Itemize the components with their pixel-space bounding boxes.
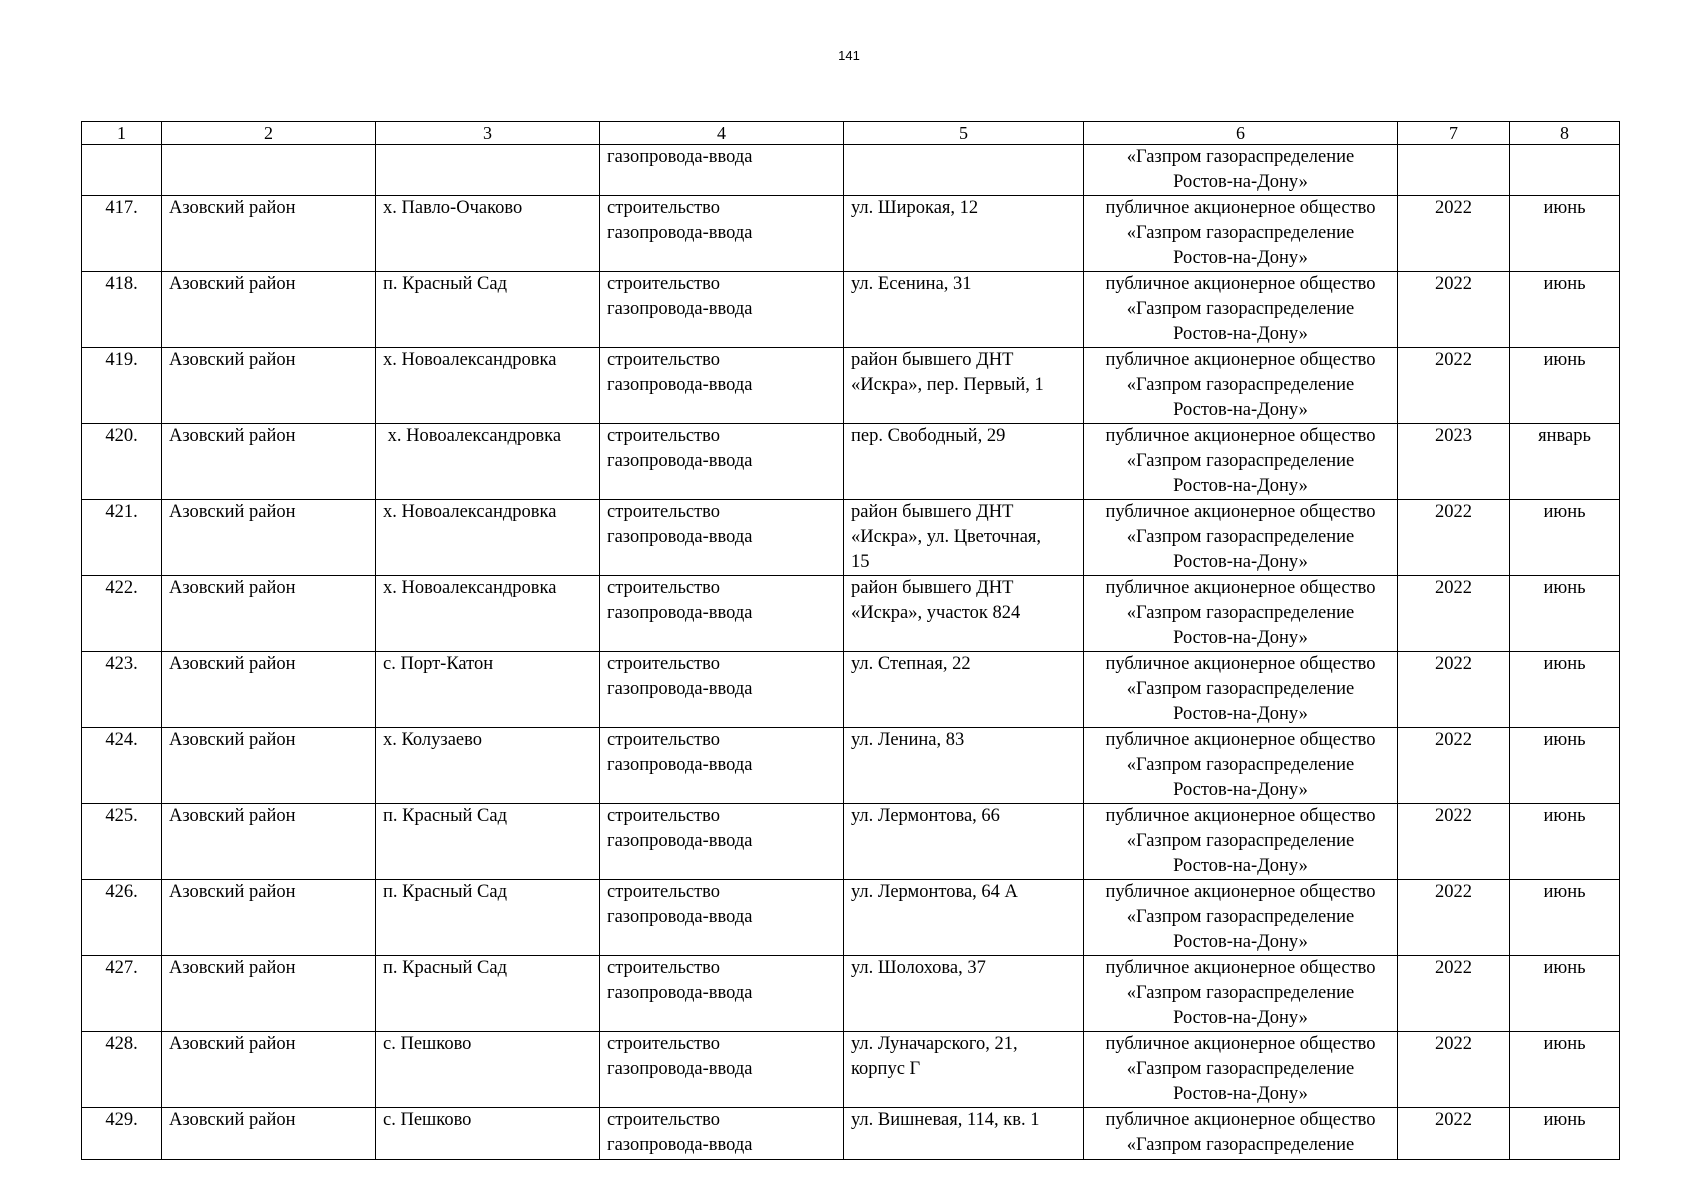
cell-month — [1510, 1108, 1620, 1160]
cell-year — [1398, 880, 1510, 956]
organization-text: публичное акционерное общество «Газпром газораспределение Ростов-на-Дону» — [1105, 350, 1376, 420]
address-text: ул. Лермонтова, 66 — [851, 806, 1000, 826]
cell-year — [1398, 272, 1510, 348]
column-number: 6 — [1084, 122, 1398, 145]
work-text: строительство газопровода-ввода — [607, 958, 753, 1003]
table-row — [82, 956, 1620, 1032]
row-number: 427. — [105, 958, 138, 978]
cell-address — [844, 500, 1084, 576]
cell-number — [82, 728, 162, 804]
cell-month — [1510, 1032, 1620, 1108]
cell-number — [82, 880, 162, 956]
cell-address — [844, 652, 1084, 728]
month-text: июнь — [1543, 274, 1586, 294]
year-text: 2022 — [1435, 654, 1472, 674]
cell-organization — [1084, 728, 1398, 804]
cell-district — [162, 196, 376, 272]
district-text: Азовский район — [169, 730, 296, 750]
work-text: строительство газопровода-ввода — [607, 1034, 753, 1079]
cell-number — [82, 145, 162, 196]
cell-address — [844, 348, 1084, 424]
organization-text: публичное акционерное общество «Газпром газораспределение Ростов-на-Дону» — [1105, 502, 1376, 572]
cell-settlement — [376, 576, 600, 652]
settlement-text: п. Красный Сад — [383, 274, 507, 294]
address-text: ул. Ленина, 83 — [851, 730, 965, 750]
month-text: июнь — [1543, 882, 1586, 902]
column-number-row — [82, 122, 1620, 145]
column-number: 1 — [82, 122, 162, 145]
cell-year — [1398, 424, 1510, 500]
column-number: 8 — [1510, 122, 1620, 145]
cell-work — [600, 196, 844, 272]
cell-organization — [1084, 1108, 1398, 1160]
month-text: январь — [1538, 426, 1591, 446]
cell-address — [844, 880, 1084, 956]
cell-year — [1398, 956, 1510, 1032]
district-text: Азовский район — [169, 806, 296, 826]
cell-settlement — [376, 145, 600, 196]
continuation-row — [82, 145, 1620, 196]
cell-organization — [1084, 145, 1398, 196]
cell-district — [162, 145, 376, 196]
district-text: Азовский район — [169, 502, 296, 522]
cell-district — [162, 1108, 376, 1160]
settlement-text: с. Пешково — [383, 1110, 472, 1130]
organization-text: публичное акционерное общество «Газпром газораспределение Ростов-на-Дону» — [1105, 730, 1376, 800]
cell-district — [162, 652, 376, 728]
table-row — [82, 652, 1620, 728]
cell-district — [162, 424, 376, 500]
cell-work — [600, 804, 844, 880]
row-number: 417. — [105, 198, 138, 218]
district-text: Азовский район — [169, 1034, 296, 1054]
cell-number — [82, 424, 162, 500]
table-row — [82, 728, 1620, 804]
settlement-text: х. Новоалександровка — [383, 426, 562, 446]
district-text: Азовский район — [169, 426, 296, 446]
cell-number — [82, 196, 162, 272]
cell-number — [82, 500, 162, 576]
cell-month — [1510, 804, 1620, 880]
cell-month — [1510, 576, 1620, 652]
cell-year — [1398, 348, 1510, 424]
year-text: 2022 — [1435, 198, 1472, 218]
table-row — [82, 500, 1620, 576]
cell-number — [82, 652, 162, 728]
row-number: 425. — [105, 806, 138, 826]
cell-district — [162, 956, 376, 1032]
cell-settlement — [376, 348, 600, 424]
month-text: июнь — [1543, 958, 1586, 978]
cell-work — [600, 424, 844, 500]
month-text: июнь — [1543, 1110, 1586, 1130]
organization-text: публичное акционерное общество «Газпром газораспределение Ростов-на-Дону» — [1105, 882, 1376, 952]
row-number: 419. — [105, 350, 138, 370]
settlement-text: п. Красный Сад — [383, 806, 507, 826]
month-text: июнь — [1543, 654, 1586, 674]
work-text: строительство газопровода-ввода — [607, 426, 753, 471]
year-text: 2022 — [1435, 958, 1472, 978]
cell-settlement — [376, 196, 600, 272]
cell-year — [1398, 652, 1510, 728]
year-text: 2022 — [1435, 1110, 1472, 1130]
cell-year — [1398, 804, 1510, 880]
cell-work — [600, 728, 844, 804]
cell-year — [1398, 145, 1510, 196]
column-number: 3 — [376, 122, 600, 145]
address-text: ул. Широкая, 12 — [851, 198, 979, 218]
table-row — [82, 804, 1620, 880]
cell-month — [1510, 348, 1620, 424]
month-text: июнь — [1543, 502, 1586, 522]
organization-text: публичное акционерное общество «Газпром газораспределение — [1105, 1110, 1376, 1155]
cell-organization — [1084, 956, 1398, 1032]
row-number: 426. — [105, 882, 138, 902]
settlement-text: п. Красный Сад — [383, 882, 507, 902]
row-number: 428. — [105, 1034, 138, 1054]
month-text: июнь — [1543, 350, 1586, 370]
cell-month — [1510, 500, 1620, 576]
cell-month — [1510, 145, 1620, 196]
cell-month — [1510, 880, 1620, 956]
district-text: Азовский район — [169, 274, 296, 294]
cell-organization — [1084, 272, 1398, 348]
row-number: 429. — [105, 1110, 138, 1130]
table-row — [82, 1032, 1620, 1108]
cell-month — [1510, 196, 1620, 272]
work-text: строительство газопровода-ввода — [607, 730, 753, 775]
settlement-text: х. Новоалександровка — [383, 578, 557, 598]
district-text: Азовский район — [169, 882, 296, 902]
settlement-text: п. Красный Сад — [383, 958, 507, 978]
work-text: строительство газопровода-ввода — [607, 654, 753, 699]
cell-settlement — [376, 652, 600, 728]
cell-address — [844, 1108, 1084, 1160]
year-text: 2022 — [1435, 1034, 1472, 1054]
cell-address — [844, 956, 1084, 1032]
cell-number — [82, 348, 162, 424]
table-row — [82, 576, 1620, 652]
address-text: ул. Шолохова, 37 — [851, 958, 986, 978]
district-text: Азовский район — [169, 198, 296, 218]
cell-settlement — [376, 1032, 600, 1108]
row-number: 418. — [105, 274, 138, 294]
work-text: строительство газопровода-ввода — [607, 502, 753, 547]
cell-settlement — [376, 500, 600, 576]
cell-year — [1398, 1032, 1510, 1108]
organization-text: публичное акционерное общество «Газпром газораспределение Ростов-на-Дону» — [1105, 274, 1376, 344]
row-number: 424. — [105, 730, 138, 750]
district-text: Азовский район — [169, 1110, 296, 1130]
month-text: июнь — [1543, 806, 1586, 826]
district-text: Азовский район — [169, 654, 296, 674]
address-text: пер. Свободный, 29 — [851, 426, 1006, 446]
organization-text: публичное акционерное общество «Газпром газораспределение Ростов-на-Дону» — [1105, 806, 1376, 876]
table-row — [82, 348, 1620, 424]
year-text: 2022 — [1435, 350, 1472, 370]
cell-address — [844, 145, 1084, 196]
column-number: 4 — [600, 122, 844, 145]
cell-settlement — [376, 880, 600, 956]
work-text: строительство газопровода-ввода — [607, 806, 753, 851]
month-text: июнь — [1543, 198, 1586, 218]
district-text: Азовский район — [169, 578, 296, 598]
year-text: 2022 — [1435, 882, 1472, 902]
cell-address — [844, 196, 1084, 272]
cell-work — [600, 956, 844, 1032]
cell-work — [600, 145, 844, 196]
organization-text: публичное акционерное общество «Газпром газораспределение Ростов-на-Дону» — [1105, 578, 1376, 648]
cell-month — [1510, 424, 1620, 500]
settlement-text: х. Павло-Очаково — [383, 198, 523, 218]
year-text: 2022 — [1435, 806, 1472, 826]
cell-number — [82, 1108, 162, 1160]
cell-address — [844, 1032, 1084, 1108]
settlement-text: х. Новоалександровка — [383, 502, 557, 522]
cell-settlement — [376, 804, 600, 880]
address-text: район бывшего ДНТ «Искра», участок 824 — [851, 578, 1021, 623]
cell-district — [162, 1032, 376, 1108]
page-number: 141 — [838, 48, 860, 63]
address-text: район бывшего ДНТ «Искра», пер. Первый, 1 — [851, 350, 1044, 395]
table-row — [82, 880, 1620, 956]
cell-year — [1398, 728, 1510, 804]
work-text: строительство газопровода-ввода — [607, 578, 753, 623]
month-text: июнь — [1543, 578, 1586, 598]
cell-district — [162, 576, 376, 652]
cell-number — [82, 576, 162, 652]
cell-settlement — [376, 728, 600, 804]
organization-text: публичное акционерное общество «Газпром газораспределение Ростов-на-Дону» — [1105, 198, 1376, 268]
cell-organization — [1084, 348, 1398, 424]
cell-settlement — [376, 1108, 600, 1160]
cell-organization — [1084, 424, 1398, 500]
cell-settlement — [376, 272, 600, 348]
cell-district — [162, 804, 376, 880]
work-text: строительство газопровода-ввода — [607, 198, 753, 243]
organization-text: публичное акционерное общество «Газпром газораспределение Ростов-на-Дону» — [1105, 1034, 1376, 1104]
cell-number — [82, 956, 162, 1032]
cell-year — [1398, 500, 1510, 576]
cell-work — [600, 576, 844, 652]
cell-year — [1398, 196, 1510, 272]
table-row — [82, 272, 1620, 348]
column-number: 5 — [844, 122, 1084, 145]
settlement-text: с. Пешково — [383, 1034, 472, 1054]
organization-text: публичное акционерное общество «Газпром газораспределение Ростов-на-Дону» — [1105, 654, 1376, 724]
cell-address — [844, 272, 1084, 348]
work-text: строительство газопровода-ввода — [607, 350, 753, 395]
cell-work — [600, 652, 844, 728]
cell-address — [844, 728, 1084, 804]
cell-number — [82, 1032, 162, 1108]
month-text: июнь — [1543, 1034, 1586, 1054]
cell-district — [162, 500, 376, 576]
cell-work — [600, 880, 844, 956]
year-text: 2022 — [1435, 502, 1472, 522]
cell-settlement — [376, 956, 600, 1032]
row-number: 423. — [105, 654, 138, 674]
organization-text: «Газпром газораспределение Ростов-на-Дону» — [1126, 147, 1355, 192]
cell-district — [162, 880, 376, 956]
cell-organization — [1084, 500, 1398, 576]
table-row — [82, 424, 1620, 500]
cell-year — [1398, 1108, 1510, 1160]
address-text: ул. Степная, 22 — [851, 654, 971, 674]
column-number: 2 — [162, 122, 376, 145]
row-number: 422. — [105, 578, 138, 598]
address-text: ул. Вишневая, 114, кв. 1 — [851, 1110, 1040, 1130]
work-text: строительство газопровода-ввода — [607, 882, 753, 927]
works-table — [81, 121, 1620, 1160]
cell-work — [600, 348, 844, 424]
cell-work — [600, 500, 844, 576]
address-text: ул. Луначарского, 21, корпус Г — [851, 1034, 1018, 1079]
settlement-text: х. Новоалександровка — [383, 350, 557, 370]
row-number: 420. — [105, 426, 138, 446]
cell-month — [1510, 652, 1620, 728]
cell-settlement — [376, 424, 600, 500]
cell-address — [844, 424, 1084, 500]
cell-organization — [1084, 196, 1398, 272]
district-text: Азовский район — [169, 350, 296, 370]
address-text: ул. Лермонтова, 64 А — [851, 882, 1018, 902]
settlement-text: с. Порт-Катон — [383, 654, 494, 674]
organization-text: публичное акционерное общество «Газпром газораспределение Ростов-на-Дону» — [1105, 958, 1376, 1028]
year-text: 2022 — [1435, 578, 1472, 598]
table-row — [82, 1108, 1620, 1160]
work-text: газопровода-ввода — [607, 147, 753, 167]
cell-address — [844, 804, 1084, 880]
cell-address — [844, 576, 1084, 652]
cell-organization — [1084, 576, 1398, 652]
year-text: 2023 — [1435, 426, 1472, 446]
cell-organization — [1084, 1032, 1398, 1108]
table-row — [82, 196, 1620, 272]
address-text: ул. Есенина, 31 — [851, 274, 972, 294]
settlement-text: х. Колузаево — [383, 730, 482, 750]
cell-month — [1510, 728, 1620, 804]
work-text: строительство газопровода-ввода — [607, 274, 753, 319]
cell-month — [1510, 956, 1620, 1032]
cell-number — [82, 272, 162, 348]
address-text: район бывшего ДНТ «Искра», ул. Цветочная, 15 — [851, 502, 1042, 572]
month-text: июнь — [1543, 730, 1586, 750]
cell-organization — [1084, 804, 1398, 880]
cell-district — [162, 348, 376, 424]
district-text: Азовский район — [169, 958, 296, 978]
cell-work — [600, 1032, 844, 1108]
cell-organization — [1084, 652, 1398, 728]
organization-text: публичное акционерное общество «Газпром газораспределение Ростов-на-Дону» — [1105, 426, 1376, 496]
cell-organization — [1084, 880, 1398, 956]
cell-number — [82, 804, 162, 880]
cell-work — [600, 1108, 844, 1160]
row-number: 421. — [105, 502, 138, 522]
cell-work — [600, 272, 844, 348]
cell-district — [162, 728, 376, 804]
year-text: 2022 — [1435, 730, 1472, 750]
column-number: 7 — [1398, 122, 1510, 145]
year-text: 2022 — [1435, 274, 1472, 294]
cell-district — [162, 272, 376, 348]
cell-month — [1510, 272, 1620, 348]
cell-year — [1398, 576, 1510, 652]
work-text: строительство газопровода-ввода — [607, 1110, 753, 1155]
